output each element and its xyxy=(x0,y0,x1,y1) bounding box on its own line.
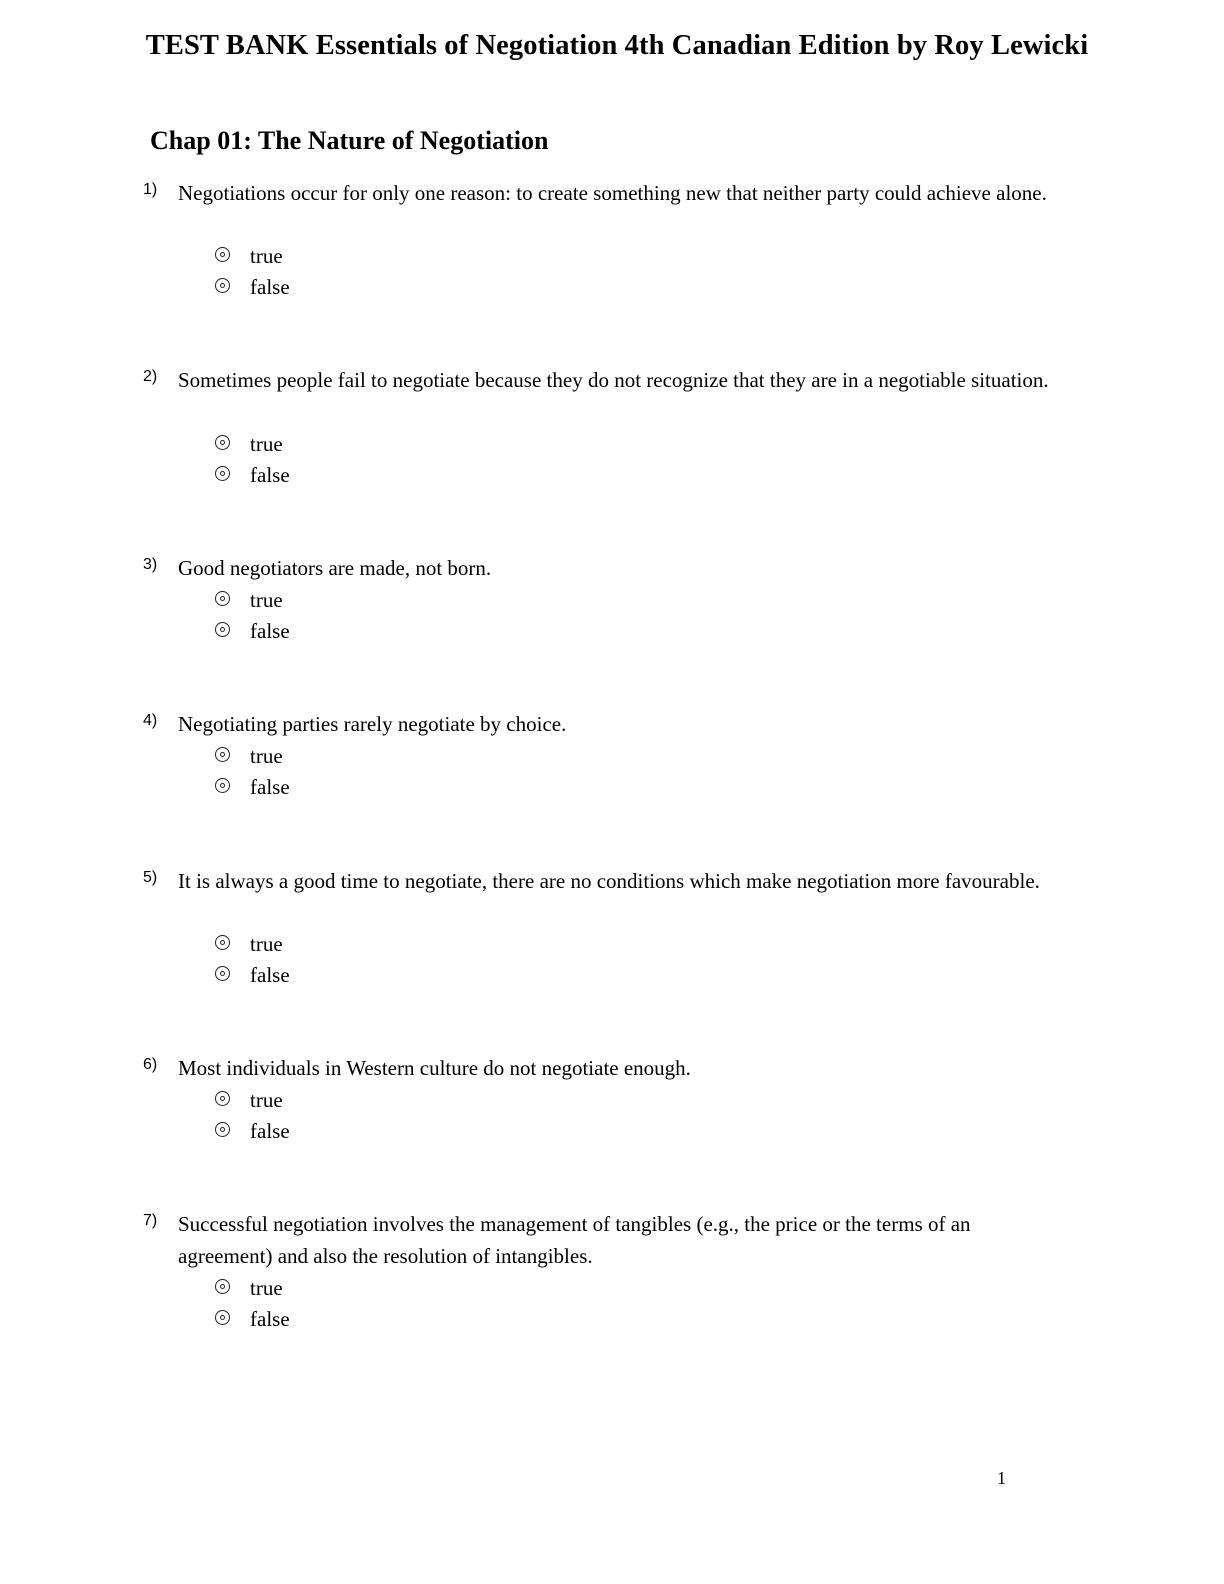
option-label: false xyxy=(250,775,290,799)
question-number: 5) xyxy=(143,869,158,886)
option-label: true xyxy=(250,432,283,456)
radio-button-icon[interactable] xyxy=(215,1122,230,1137)
radio-button-icon[interactable] xyxy=(215,278,230,293)
radio-button-icon[interactable] xyxy=(215,247,230,262)
radio-button-icon[interactable] xyxy=(215,622,230,637)
question-text: Most individuals in Western culture do not negotiate enough. xyxy=(178,1056,691,1080)
option-label: true xyxy=(250,744,283,768)
option-label: false xyxy=(250,1119,290,1143)
option-label: true xyxy=(250,932,283,956)
radio-button-icon[interactable] xyxy=(215,935,230,950)
question-text: Sometimes people fail to negotiate because they do not recognize that they are in a negotiable situation. xyxy=(178,368,1049,392)
radio-button-icon[interactable] xyxy=(215,966,230,981)
radio-button-icon[interactable] xyxy=(215,1310,230,1325)
option-label: false xyxy=(250,963,290,987)
radio-button-icon[interactable] xyxy=(215,591,230,606)
question-text: Negotiating parties rarely negotiate by choice. xyxy=(178,712,567,736)
option-label: true xyxy=(250,588,283,612)
question-number: 2) xyxy=(143,368,158,385)
question-number: 3) xyxy=(143,556,158,573)
radio-button-icon[interactable] xyxy=(215,1279,230,1294)
radio-button-icon[interactable] xyxy=(215,747,230,762)
document-title: TEST BANK Essentials of Negotiation 4th Canadian Edition by Roy Lewicki xyxy=(145,30,1089,61)
option-label: true xyxy=(250,1088,283,1112)
option-label: true xyxy=(250,1276,283,1300)
question-number: 4) xyxy=(143,712,158,729)
option-label: true xyxy=(250,244,283,268)
question-text: It is always a good time to negotiate, there are no conditions which make negotiation more favourable. xyxy=(178,869,1040,893)
question-number: 6) xyxy=(143,1056,158,1073)
question-text: Good negotiators are made, not born. xyxy=(178,556,492,580)
question-text: Successful negotiation involves the management of tangibles (e.g., the price or the terms of an agreement) and also the resolution of intangibles. xyxy=(178,1212,971,1268)
radio-button-icon[interactable] xyxy=(215,435,230,450)
radio-button-icon[interactable] xyxy=(215,778,230,793)
question-number: 1) xyxy=(143,181,158,198)
page-number: 1 xyxy=(997,1468,1006,1488)
option-label: false xyxy=(250,1307,290,1331)
option-label: false xyxy=(250,463,290,487)
question-text: Negotiations occur for only one reason: to create something new that neither party could achieve alone. xyxy=(178,181,1047,205)
option-label: false xyxy=(250,619,290,643)
chapter-title: Chap 01: The Nature of Negotiation xyxy=(150,126,549,155)
question-number: 7) xyxy=(143,1212,158,1229)
radio-button-icon[interactable] xyxy=(215,1091,230,1106)
radio-button-icon[interactable] xyxy=(215,466,230,481)
option-label: false xyxy=(250,275,290,299)
